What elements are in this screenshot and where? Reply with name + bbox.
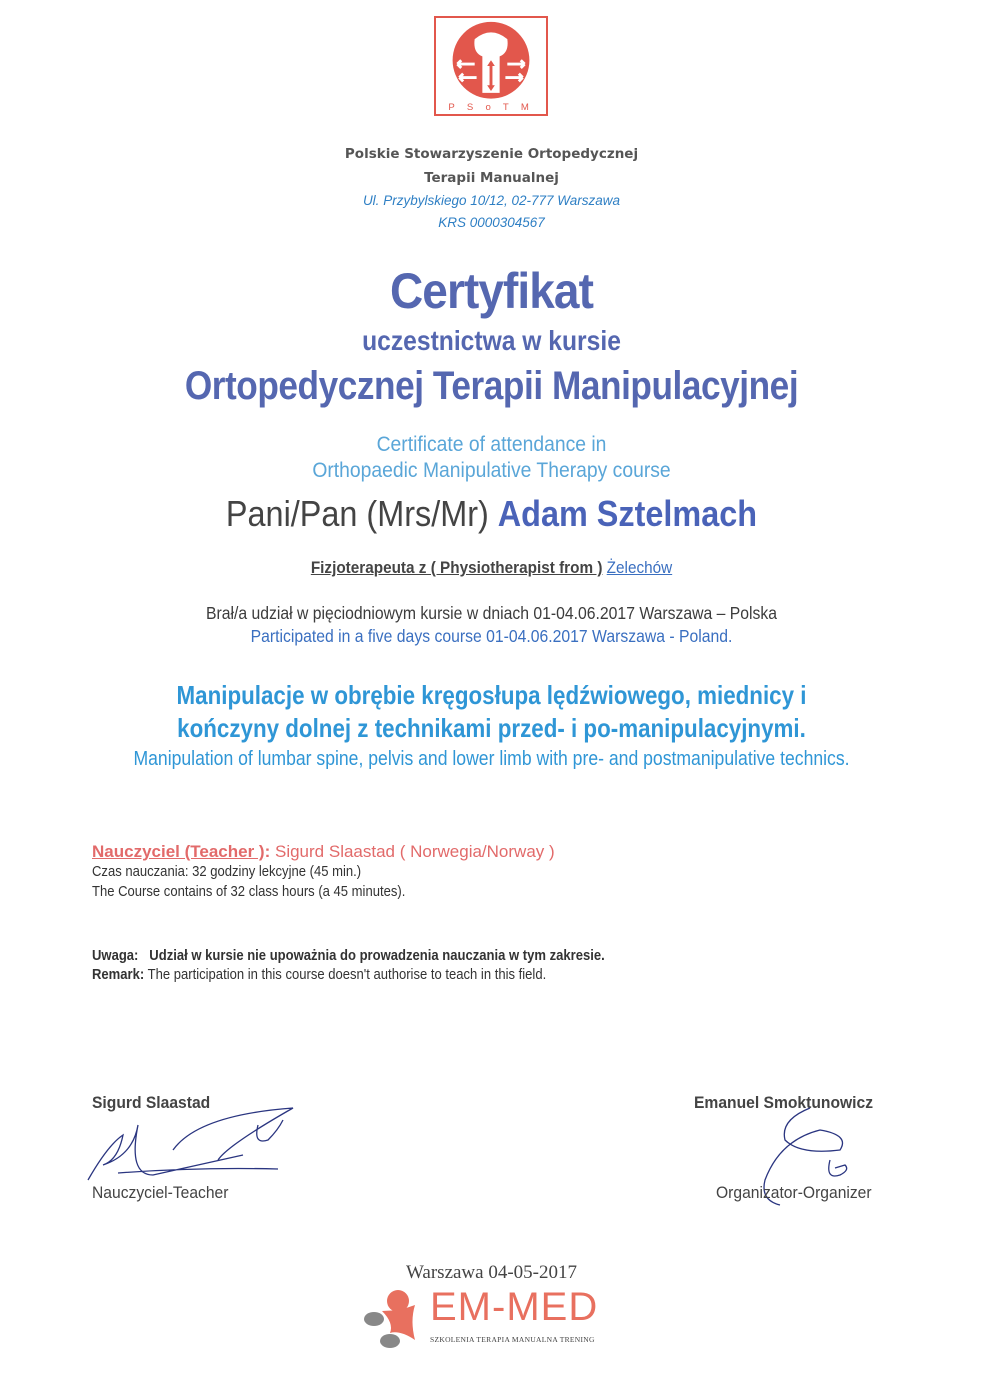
remark-en-label: Remark:: [92, 967, 145, 983]
certificate-title: Certyfikat: [389, 263, 593, 319]
teaching-hours-pl: Czas nauczania: 32 godziny lekcyjne (45 min.): [92, 864, 362, 880]
profession-label: Fizjoterapeuta z ( Physiotherapist from ): [310, 558, 603, 577]
teacher-name: Sigurd Slaastad ( Norwegia/Norway ): [270, 842, 555, 861]
topic-pl-line2: kończyny dolnej z technikami przed- i po-manipulacyjnymi.: [177, 713, 806, 743]
psotm-logo: [434, 16, 548, 116]
teacher-line: [92, 842, 555, 862]
remark-pl-label: Uwaga:: [92, 948, 139, 964]
place-date: Warszawa 04-05-2017: [406, 1262, 577, 1283]
course-title-en-line1: Certificate of attendance in: [376, 433, 607, 456]
teacher-label: Nauczyciel (Teacher ): [92, 842, 265, 861]
certificate-subtitle: uczestnictwa w kursie: [362, 325, 621, 356]
participant-city: Żelechów: [606, 558, 673, 577]
remark-pl-text: Udział w kursie nie upoważnia do prowadzenia nauczania w tym zakresie.: [149, 948, 605, 964]
emmed-logo: [360, 1285, 620, 1355]
participant-prefix: Pani/Pan (Mrs/Mr): [225, 493, 489, 534]
remark-pl: [92, 948, 605, 964]
remark-en-text: The participation in this course doesn't authorise to teach in this field.: [147, 967, 547, 983]
attendance-en: Participated in a five days course 01-04.06.2017 Warszawa - Poland.: [250, 626, 733, 646]
emmed-tagline: SZKOLENIA TERAPIA MANUALNA TRENING: [430, 1335, 595, 1344]
org-name-line2: Terapii Manualnej: [424, 170, 559, 186]
org-krs: KRS 0000304567: [438, 215, 545, 230]
signature-right-role: Organizator-Organizer: [716, 1183, 872, 1202]
participant-name: Adam Sztelmach: [497, 493, 758, 534]
teacher-colon: :: [264, 842, 271, 861]
remark-en: [92, 967, 546, 983]
course-title: Ortopedycznej Terapii Manipulacyjnej: [184, 364, 799, 408]
profession-line: [49, 558, 934, 578]
emmed-figure-icon: [360, 1285, 430, 1355]
attendance-pl: Brał/a udział w pięciodniowym kursie w dniach 01-04.06.2017 Warszawa – Polska: [205, 603, 778, 623]
svg-text:P S o T M: P S o T M: [448, 102, 534, 114]
topic-en: Manipulation of lumbar spine, pelvis and lower limb with pre- and postmanipulative technics.: [133, 748, 850, 770]
teaching-hours-en: The Course contains of 32 class hours (a 45 minutes).: [92, 884, 406, 900]
course-title-en-line2: Orthopaedic Manipulative Therapy course: [312, 459, 671, 482]
signature-left-role: Nauczyciel-Teacher: [92, 1183, 229, 1202]
org-name-line1: Polskie Stowarzyszenie Ortopedycznej: [344, 146, 639, 162]
knee-arrows-icon: [436, 18, 546, 114]
signature-left-scribble-icon: [78, 1105, 298, 1185]
signature-left-name: Sigurd Slaastad: [92, 1093, 211, 1112]
org-address: Ul. Przybylskiego 10/12, 02-777 Warszawa: [362, 193, 621, 208]
participant-line: [49, 493, 934, 535]
emmed-brand: EM-MED: [430, 1285, 599, 1329]
topic-pl-line1: Manipulacje w obrębie kręgosłupa lędźwiowego, miednicy i: [176, 680, 807, 710]
signature-right-name: Emanuel Smoktunowicz: [694, 1093, 874, 1112]
